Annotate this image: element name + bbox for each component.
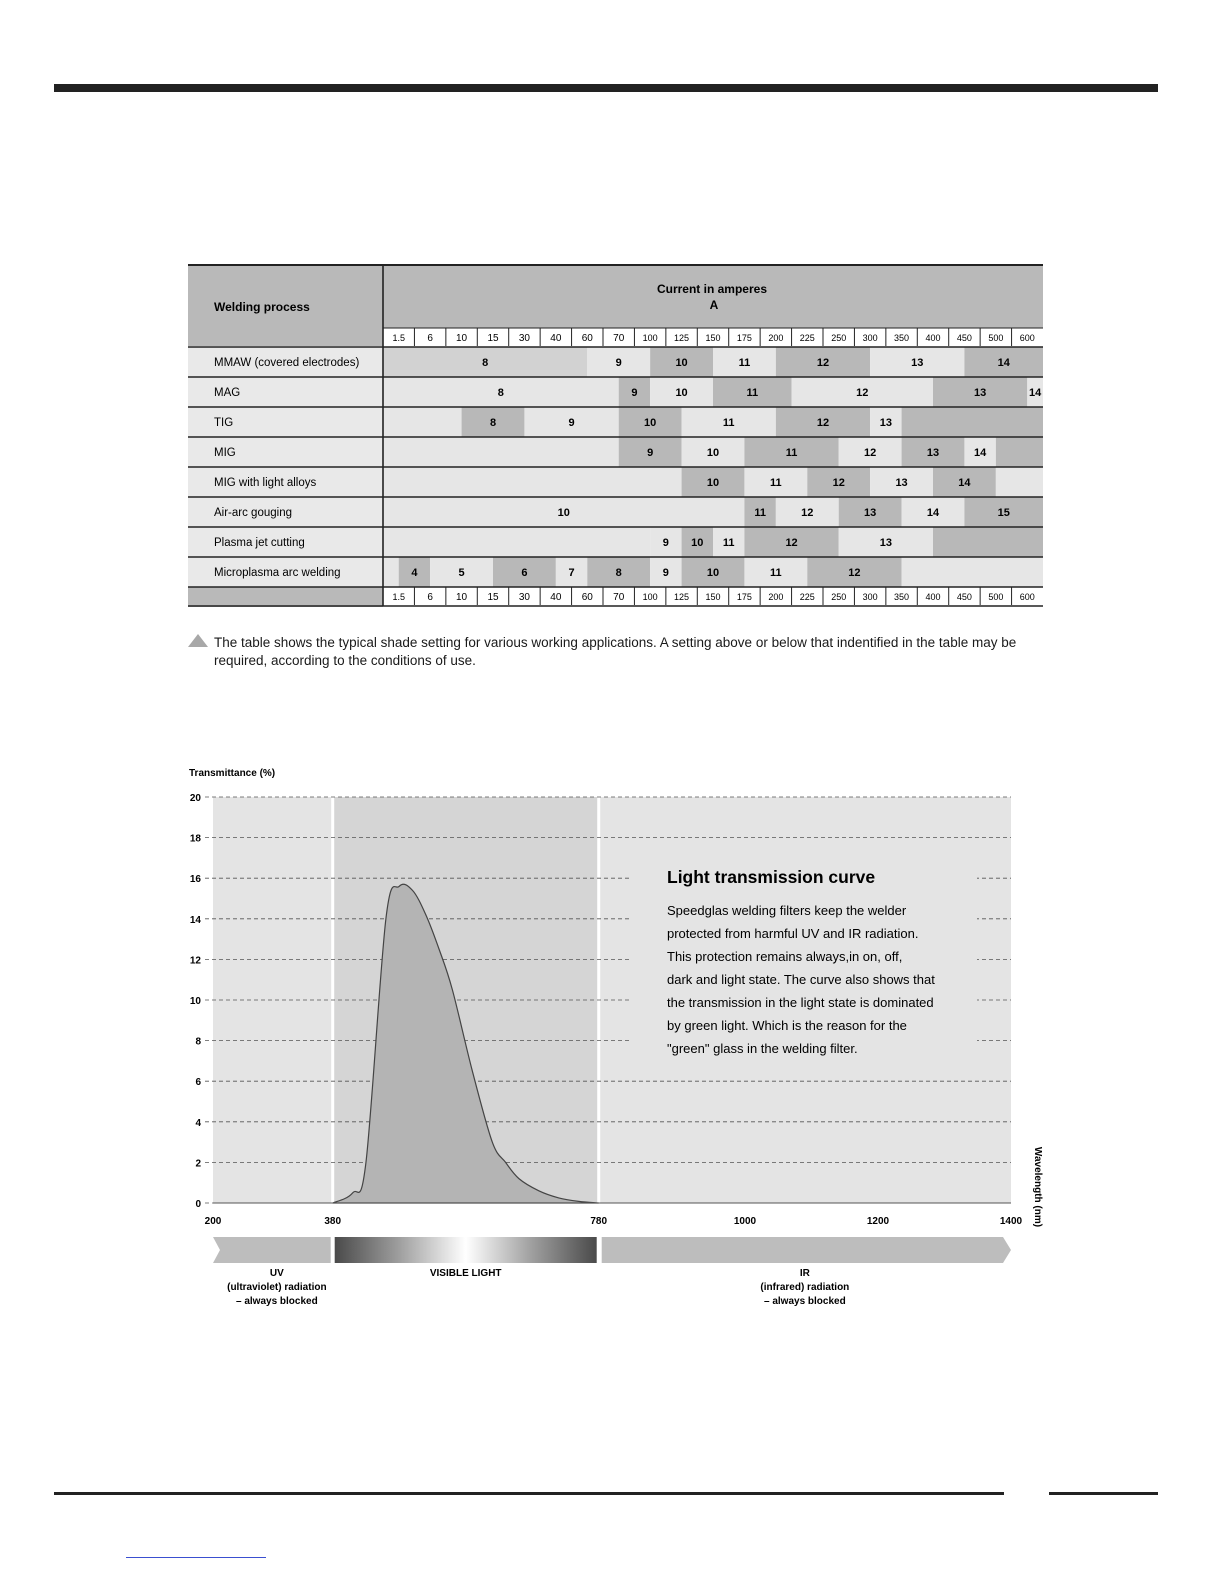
footer-amp-label: 15 (487, 592, 499, 603)
header-amp-label: 60 (581, 333, 593, 344)
footer-amp-label: 200 (768, 592, 784, 602)
shade-number: 11 (785, 447, 798, 459)
header-amp-label: 300 (862, 333, 878, 343)
shade-number: 9 (631, 387, 638, 399)
footer-link-underline (126, 1557, 266, 1558)
shade-number: 11 (722, 537, 735, 549)
y-tick-label: 4 (195, 1117, 201, 1129)
shade-number: 8 (489, 417, 497, 429)
shade-number: 14 (926, 507, 940, 519)
region-background (213, 797, 333, 1203)
shade-number: 11 (754, 507, 766, 519)
header-amp-label: 400 (925, 333, 941, 343)
shade-segment (996, 467, 1043, 497)
footer-amp-label: 350 (894, 592, 910, 602)
y-tick-label: 6 (195, 1077, 201, 1089)
shade-number: 11 (746, 387, 759, 399)
shade-segment (383, 407, 462, 437)
header-amp-label: 100 (642, 333, 658, 343)
shade-number: 5 (458, 567, 465, 579)
footer-amp-label: 70 (613, 592, 625, 603)
process-label: MIG with light alloys (214, 477, 317, 489)
header-amp-label: 15 (487, 333, 499, 344)
footer-amp-label: 6 (427, 592, 433, 603)
annotation-line: dark and light state. The curve also shows that (667, 972, 935, 987)
footer-amp-label: 300 (862, 592, 878, 602)
shade-number: 10 (706, 567, 720, 579)
annotation-line: protected from harmful UV and IR radiation. (667, 926, 919, 941)
top-rule (54, 84, 1158, 92)
shade-segment (996, 437, 1043, 467)
shade-number: 13 (911, 357, 924, 369)
shade-number: 13 (895, 477, 908, 489)
x-tick-label: 200 (204, 1216, 222, 1227)
header-amp-label: 175 (736, 333, 752, 343)
uv-band (213, 1237, 331, 1263)
header-amp-label: 6 (427, 333, 433, 344)
y-axis-label: Transmittance (%) (189, 768, 276, 779)
y-tick-label: 20 (189, 793, 201, 804)
shade-segment (902, 557, 1043, 587)
header-amp-label: 10 (456, 333, 468, 344)
footer-amp-label: 500 (988, 592, 1004, 602)
shade-number: 10 (675, 387, 688, 399)
y-tick-label: 8 (195, 1036, 201, 1048)
header-amp-label: 30 (518, 333, 530, 344)
shade-segment (383, 527, 650, 557)
footer-amp-label: 600 (1019, 592, 1035, 602)
shade-number: 13 (926, 447, 940, 459)
header-amp-label: 250 (831, 333, 847, 343)
header-amp-label: 450 (956, 333, 972, 343)
x-tick-label: 780 (590, 1216, 608, 1227)
shade-number: 10 (706, 447, 720, 459)
shade-number: 12 (785, 537, 798, 549)
process-label: TIG (214, 417, 234, 429)
footer-amp-label: 100 (642, 592, 658, 602)
bottom-rule-left (54, 1492, 1004, 1495)
process-header: Welding process (214, 300, 310, 314)
y-tick-label: 16 (189, 874, 201, 886)
transmission-chart (180, 760, 1060, 1320)
shade-number: 11 (770, 477, 782, 489)
shade-number: 14 (1029, 387, 1042, 399)
process-label: Air-arc gouging (214, 507, 292, 519)
shade-number: 13 (974, 387, 987, 399)
shade-table (188, 264, 1046, 610)
y-tick-label: 12 (189, 955, 201, 967)
footer-amp-label: 250 (831, 592, 847, 602)
x-tick-label: 1400 (999, 1216, 1023, 1227)
header-amp-label: 500 (988, 333, 1004, 343)
y-tick-label: 2 (195, 1158, 201, 1170)
shade-number: 11 (770, 567, 782, 579)
shade-segment (933, 527, 1043, 557)
annotation-line: Speedglas welding filters keep the welder (667, 903, 907, 918)
shade-number: 14 (958, 477, 971, 489)
shade-number: 13 (879, 417, 892, 429)
process-label: MIG (214, 447, 236, 459)
shade-number: 12 (856, 387, 869, 399)
x-axis-label: Wavelength (nm) (1032, 1146, 1043, 1228)
region-label: (ultraviolet) radiation (227, 1282, 327, 1293)
shade-number: 10 (706, 477, 720, 489)
header-amp-label: 600 (1019, 333, 1035, 343)
annotation-line: This protection remains always,in on, off, (667, 949, 903, 964)
footer-amp-label: 150 (705, 592, 721, 602)
current-unit: A (709, 298, 719, 312)
shade-segment (383, 437, 619, 467)
footer-label-cell (188, 587, 383, 607)
annotation-line: "green" glass in the welding filter. (667, 1041, 858, 1056)
ir-band (602, 1237, 1011, 1263)
header-amp-label: 225 (799, 333, 815, 343)
shade-number: 9 (615, 357, 622, 369)
header-amp-label: 125 (674, 333, 690, 343)
shade-segment (902, 407, 1043, 437)
process-label: Plasma jet cutting (214, 537, 305, 549)
shade-number: 10 (557, 507, 570, 519)
shade-number: 6 (521, 567, 528, 579)
shade-number: 12 (816, 417, 830, 429)
footer-amp-label: 400 (925, 592, 941, 602)
footer-amp-label: 30 (518, 592, 530, 603)
shade-number: 12 (801, 507, 814, 519)
process-label: Microplasma arc welding (214, 567, 341, 579)
shade-number: 11 (722, 417, 735, 429)
shade-number: 8 (482, 357, 489, 369)
shade-number: 12 (832, 477, 845, 489)
process-label: MMAW (covered electrodes) (214, 357, 360, 369)
y-tick-label: 18 (189, 833, 201, 845)
shade-number: 13 (864, 507, 877, 519)
region-label: – always blocked (235, 1296, 318, 1307)
shade-number: 15 (997, 507, 1010, 519)
footer-amp-label: 225 (799, 592, 815, 602)
shade-number: 9 (662, 537, 669, 549)
shade-number: 9 (662, 567, 669, 579)
y-tick-label: 10 (189, 996, 201, 1007)
bottom-rule-right (1049, 1492, 1158, 1495)
y-tick-label: 0 (195, 1199, 201, 1210)
region-label: VISIBLE LIGHT (429, 1268, 502, 1279)
header-amp-label: 40 (550, 333, 562, 344)
annotation-line: by green light. Which is the reason for the (667, 1018, 907, 1033)
current-header-cell (383, 264, 1043, 328)
footer-amp-label: 125 (674, 592, 690, 602)
header-amp-label: 1.5 (392, 333, 405, 343)
shade-number: 14 (997, 357, 1010, 369)
footer-amp-label: 1.5 (392, 592, 405, 602)
shade-segment (383, 467, 682, 497)
annotation-title: Light transmission curve (667, 867, 876, 887)
header-amp-label: 350 (894, 333, 910, 343)
warning-triangle-icon (188, 634, 208, 647)
header-amp-label: 70 (613, 333, 625, 344)
footer-amp-label: 10 (456, 592, 468, 603)
shade-number: 9 (647, 447, 654, 459)
region-label: (infrared) radiation (760, 1282, 850, 1293)
shade-number: 4 (411, 567, 418, 579)
footer-amp-label: 60 (581, 592, 593, 603)
table-note (188, 634, 1028, 670)
shade-number: 10 (675, 357, 688, 369)
shade-number: 10 (691, 537, 704, 549)
footer-amp-label: 40 (550, 592, 562, 603)
x-tick-label: 1200 (866, 1216, 890, 1227)
annotation-line: the transmission in the light state is dominated (667, 995, 934, 1010)
shade-number: 10 (644, 417, 657, 429)
shade-segment (383, 557, 399, 587)
header-amp-label: 150 (705, 333, 721, 343)
shade-number: 12 (864, 447, 877, 459)
shade-number: 14 (974, 447, 987, 459)
shade-number: 12 (848, 567, 861, 579)
header-amp-label: 200 (768, 333, 784, 343)
footer-amp-label: 175 (736, 592, 752, 602)
region-label: UV (269, 1268, 284, 1279)
region-label: – always blocked (763, 1296, 846, 1307)
shade-number: 13 (879, 537, 892, 549)
shade-number: 12 (816, 357, 830, 369)
x-tick-label: 1000 (733, 1216, 757, 1227)
region-label: IR (799, 1268, 810, 1279)
process-label: MAG (214, 387, 241, 399)
table-note-text: The table shows the typical shade setting for various working applications. A setting above or below that indentified in the table may be required, according to the conditions of use. (214, 635, 1017, 668)
shade-number: 7 (568, 567, 575, 579)
shade-number: 8 (497, 387, 504, 399)
current-header: Current in amperes (656, 282, 768, 296)
y-tick-label: 14 (189, 914, 201, 926)
visible-light-band (335, 1237, 597, 1263)
x-tick-label: 380 (324, 1216, 342, 1227)
footer-amp-label: 450 (956, 592, 972, 602)
shade-number: 8 (615, 567, 622, 579)
shade-number: 11 (738, 357, 751, 369)
shade-number: 9 (568, 417, 575, 429)
